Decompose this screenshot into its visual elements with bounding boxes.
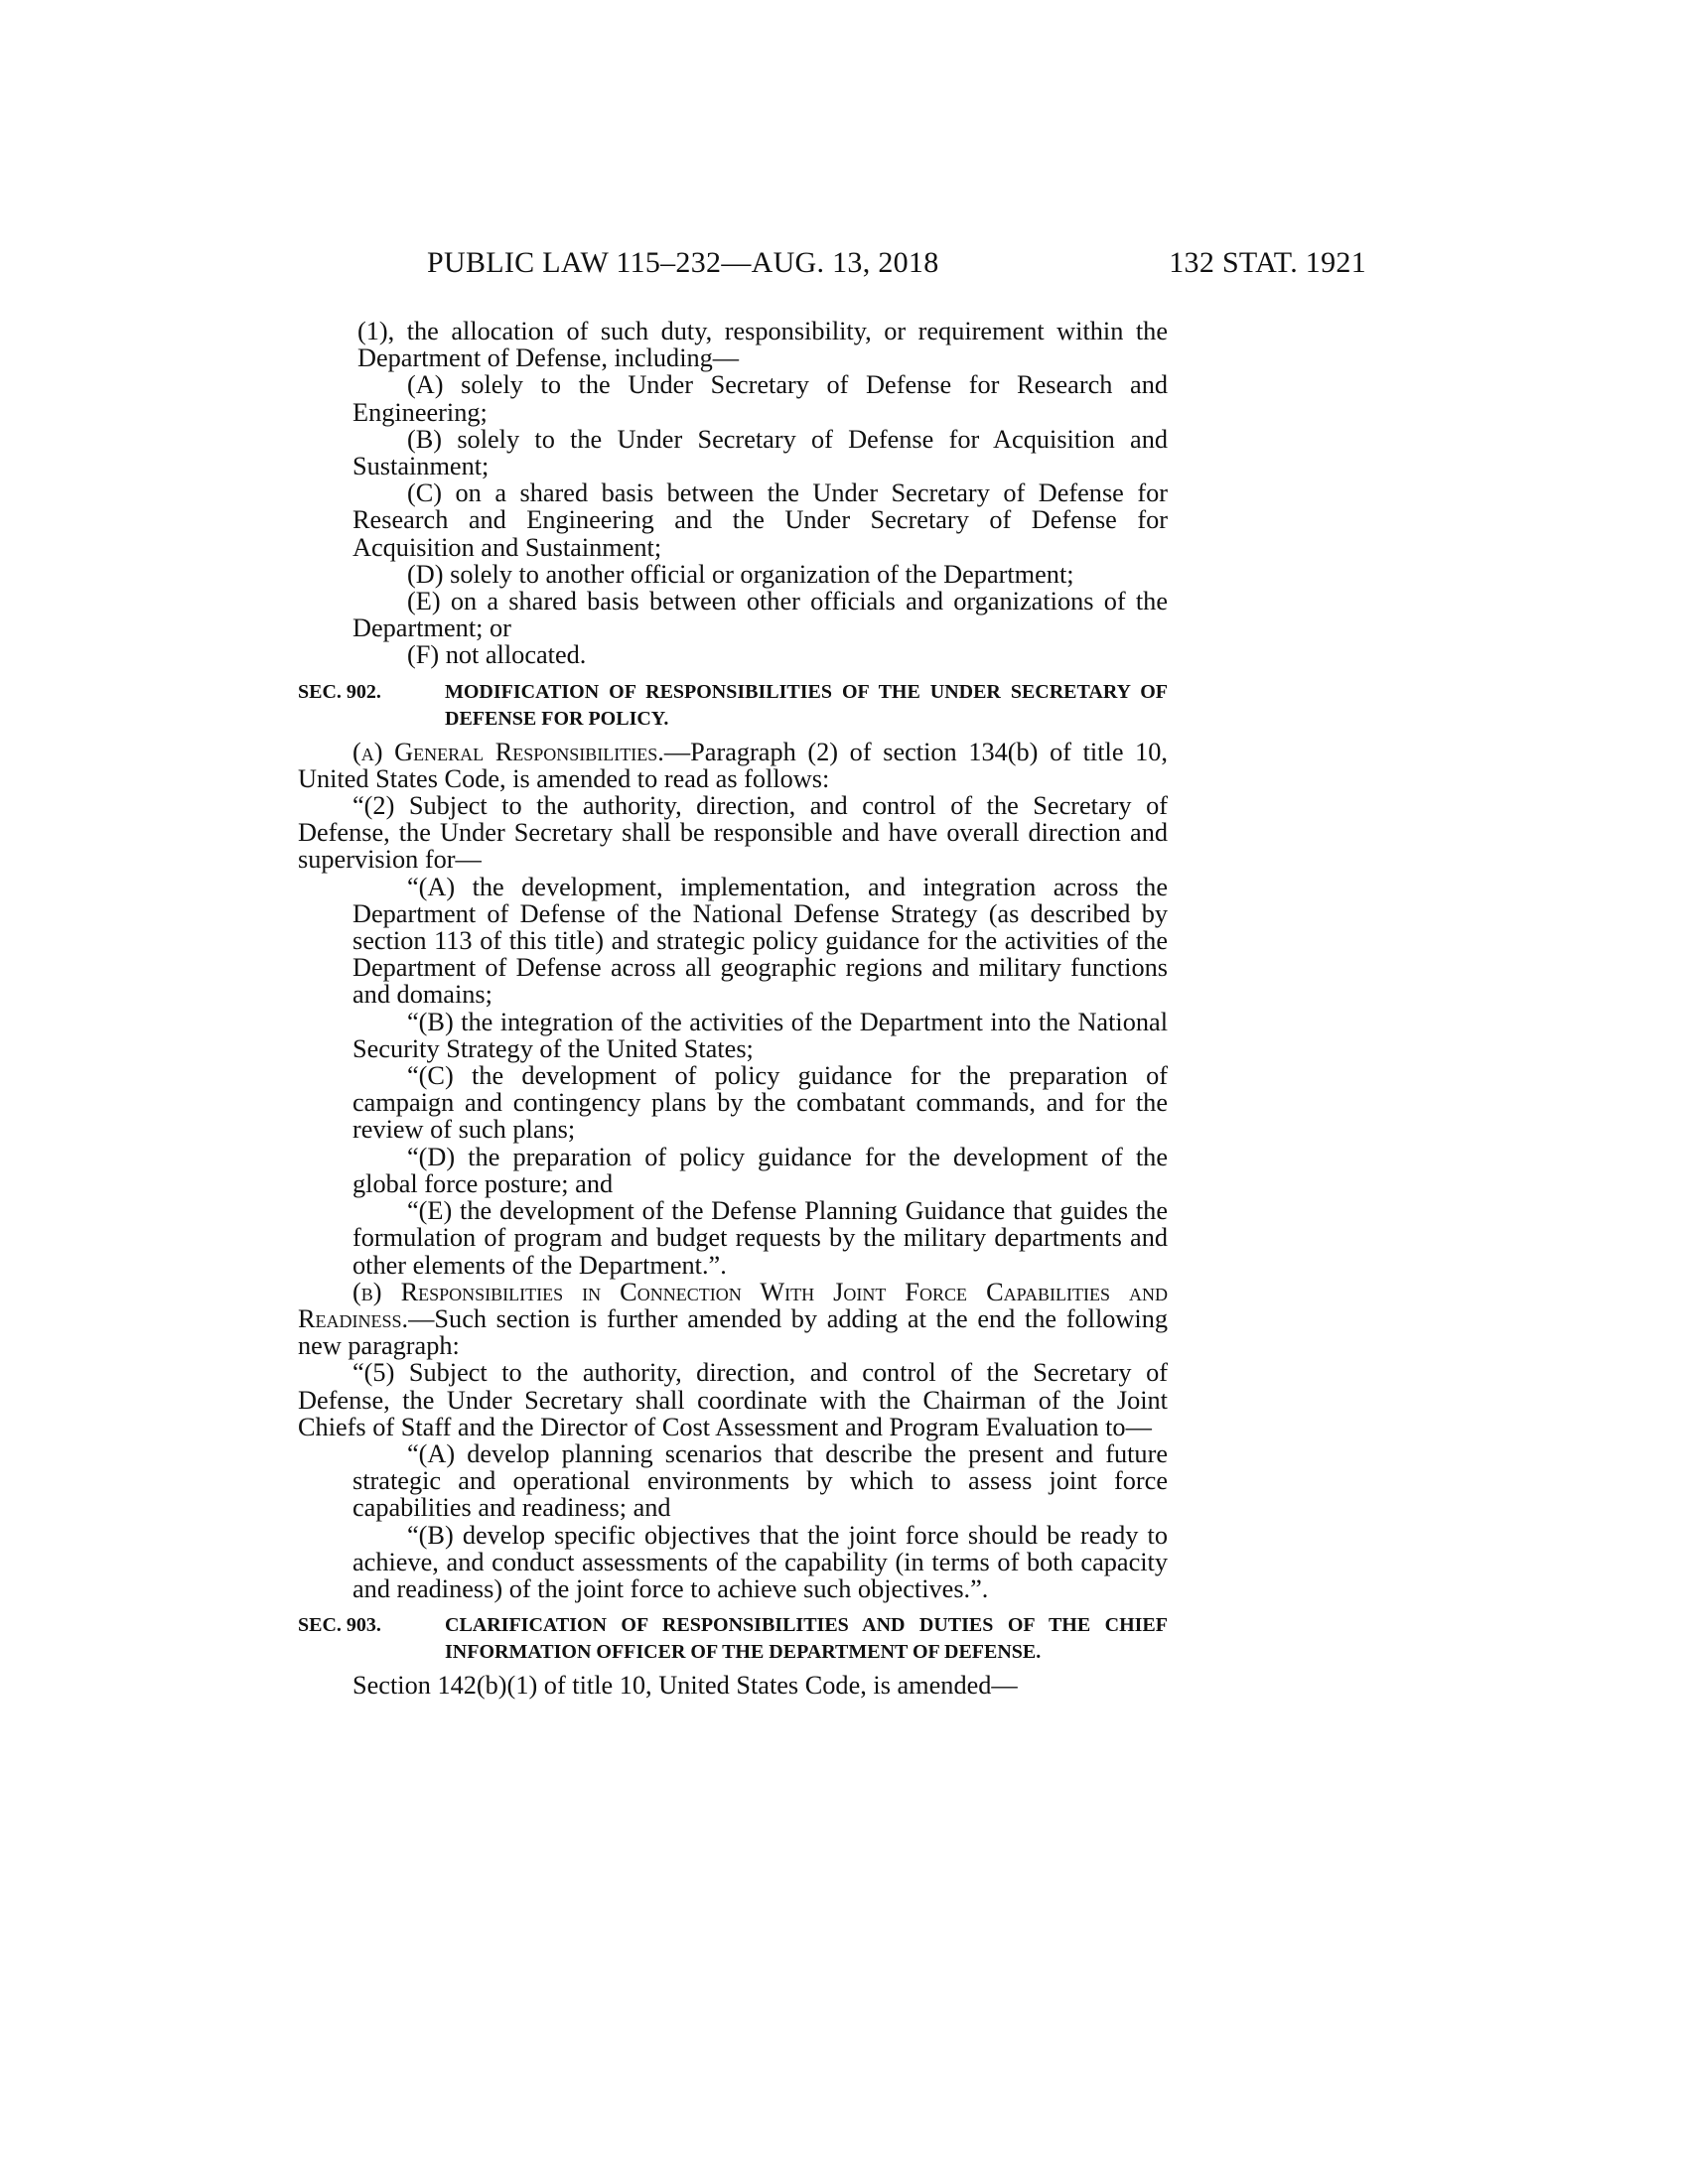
quoted-clause-2d: “(D) the preparation of policy guidance for the development of the global force posture; and: [352, 1142, 1168, 1198]
quoted-paragraph-5: “(5) Subject to the authority, direction, and control of the Secretary of Defense, the Under Secretary shall coordinate with the Chairman of the Joint Chiefs of Staff and the Director of Cost Assessment and Program Evaluation to—: [298, 1358, 1168, 1441]
quoted-clause-2a: “(A) the development, implementation, and integration across the Department of Defense of the National Defense Strategy (as described by section 113 of this title) and strategic policy guidance for the activities of the Department of Defense across all geographic regions and military functions and domains;: [352, 872, 1168, 1010]
section-902-heading: [298, 679, 1168, 733]
subsection-902b: [298, 1279, 1168, 1360]
clause-b: (B) solely to the Under Secretary of Defense for Acquisition and Sustainment;: [352, 424, 1168, 481]
clause-f: (F) not allocated.: [407, 640, 587, 670]
section-title: CLARIFICATION OF RESPONSIBILITIES AND DUTIES OF THE CHIEF INFORMATION OFFICER OF THE DEPARTMENT OF DEFENSE.: [445, 1614, 1168, 1664]
quoted-clause-2b: “(B) the integration of the activities of the Department into the National Security Strategy of the United States;: [352, 1007, 1168, 1063]
section-number: SEC. 902.: [298, 680, 381, 703]
quoted-paragraph-2: “(2) Subject to the authority, direction, and control of the Secretary of Defense, the Under Secretary shall be responsible and have overall direction and supervision for—: [298, 791, 1168, 875]
quoted-clause-5a: “(A) develop planning scenarios that describe the present and future strategic and operational environments by which to assess joint force capabilities and readiness; and: [352, 1438, 1168, 1523]
paragraph-allocation: (1), the allocation of such duty, responsibility, or requirement within the Department of Defense, including—: [357, 317, 1168, 373]
subsection-902a: [298, 739, 1168, 792]
clause-e: (E) on a shared basis between other officials and organizations of the Department; or: [352, 587, 1168, 643]
running-head-title: PUBLIC LAW 115–232—AUG. 13, 2018: [427, 246, 939, 279]
subsection-text: —Such section is further amended by adding at the end the following new paragraph:: [298, 1303, 1168, 1361]
section-903-text: Section 142(b)(1) of title 10, United States Code, is amended—: [352, 1671, 1018, 1701]
statute-page-number: 132 STAT. 1921: [1169, 246, 1366, 279]
section-number: SEC. 903.: [298, 1614, 381, 1637]
document-body: [298, 318, 1168, 1699]
quoted-clause-5b: “(B) develop specific objectives that the joint force should be ready to achieve, and conduct assessments of the capability (in terms of both capacity and readiness) of the joint force to achieve such objectives.”.: [352, 1520, 1168, 1603]
clause-d: (D) solely to another official or organization of the Department;: [407, 559, 1074, 589]
subsection-heading: (a) General Responsibilities.: [352, 737, 664, 766]
section-903-heading: [298, 1612, 1168, 1666]
subsection-heading: (b) Responsibilities in Connection With Joint Force Capabilities and Readiness.: [298, 1277, 1168, 1333]
page-header: [298, 246, 1366, 286]
subsection-text: —Paragraph (2) of section 134(b) of title 10, United States Code, is amended to read as follows:: [298, 737, 1168, 793]
clause-c: (C) on a shared basis between the Under Secretary of Defense for Research and Engineering and the Under Secretary of Defense for Acquisition and Sustainment;: [352, 478, 1168, 562]
quoted-clause-2c: “(C) the development of policy guidance for the preparation of campaign and contingency plans by the combatant commands, and for the review of such plans;: [352, 1061, 1168, 1145]
clause-a: (A) solely to the Under Secretary of Defense for Research and Engineering;: [352, 370, 1168, 427]
section-title: MODIFICATION OF RESPONSIBILITIES OF THE UNDER SECRETARY OF DEFENSE FOR POLICY.: [445, 680, 1168, 730]
quoted-clause-2e: “(E) the development of the Defense Planning Guidance that guides the formulation of program and budget requests by the military departments and other elements of the Department.”.: [352, 1196, 1168, 1280]
